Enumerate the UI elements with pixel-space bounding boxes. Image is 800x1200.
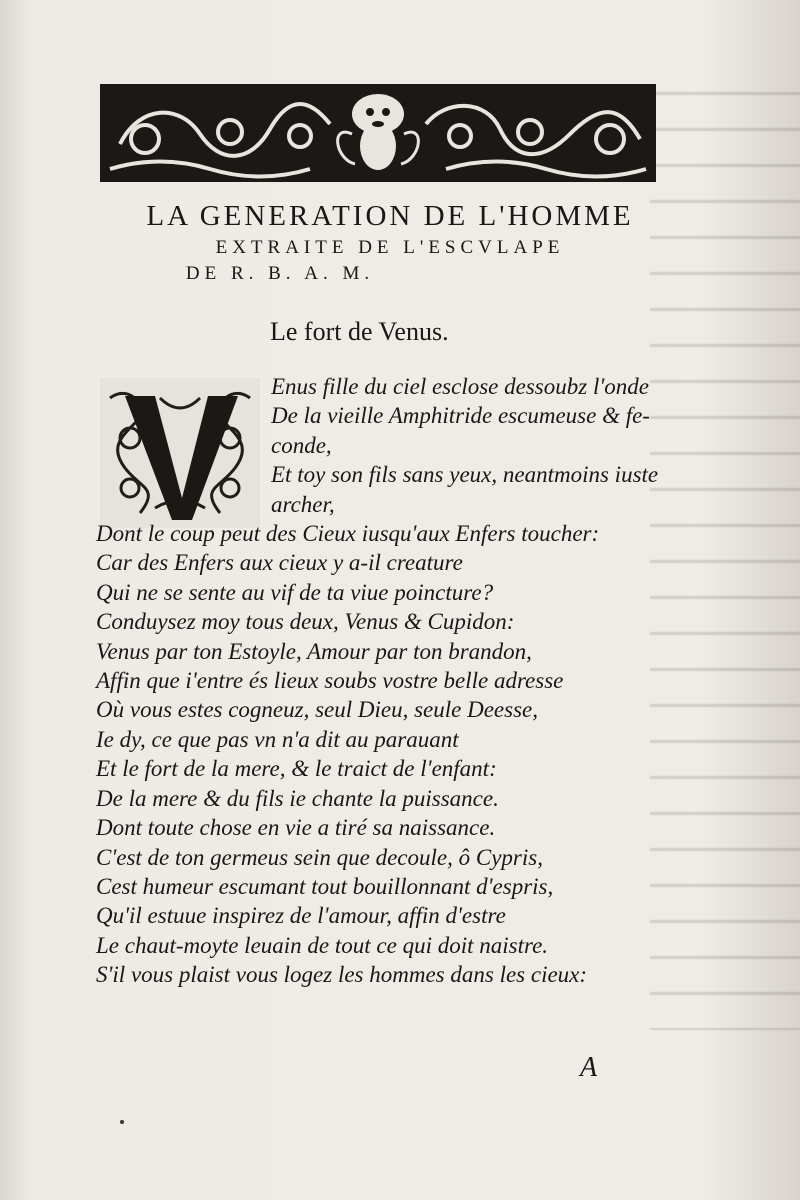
title-line-3: DE R. B. A. M.	[185, 263, 375, 284]
poem-text	[96, 372, 696, 990]
poem-line: Dont toute chose en vie a tiré sa naissance.	[96, 815, 496, 841]
poem-line: Car des Enfers aux cieux y a-il creature	[96, 550, 463, 576]
poem-line: Ie dy, ce que pas vn n'a dit au parauant	[96, 726, 459, 752]
poem-line: C'est de ton germeus sein que decoule, ô Cypris,	[96, 844, 543, 870]
poem-line: Venus par ton Estoyle, Amour par ton brandon,	[96, 638, 532, 664]
title-line-2: EXTRAITE DE L'ESCVLAPE	[215, 237, 565, 258]
ornamental-headpiece	[100, 84, 656, 182]
poem-line: Qui ne se sente au vif de ta viue poincture?	[96, 579, 494, 605]
poem-line: Affin que i'entre és lieux soubs vostre belle adresse	[96, 668, 564, 694]
poem-line: Et toy son fils sans yeux, neantmoins iuste	[271, 462, 659, 488]
poem-line: Enus fille du ciel esclose dessoubz l'onde	[271, 374, 649, 399]
title-line-1: LA GENERATION DE L'HOMME	[146, 200, 634, 232]
poem-line: Qu'il estuue inspirez de l'amour, affin d'estre	[96, 903, 506, 929]
poem-line: conde,	[271, 432, 332, 458]
section-title: Le fort de Venus.	[270, 317, 449, 346]
poem-line: Et le fort de la mere, & le traict de l'enfant:	[96, 756, 497, 782]
catchword: A	[580, 1052, 598, 1083]
poem-line: archer,	[271, 491, 335, 517]
title-block	[60, 198, 720, 286]
poem-line: Conduysez moy tous deux, Venus & Cupidon:	[96, 609, 515, 635]
poem-line: Dont le coup peut des Cieux iusqu'aux Enfers toucher:	[96, 521, 600, 547]
poem-line: De la vieille Amphitride escumeuse & fe-	[271, 403, 650, 429]
poem-line: Le chaut-moyte leuain de tout ce qui doit naistre.	[96, 932, 549, 958]
poem-line: S'il vous plaist vous logez les hommes dans les cieux:	[96, 962, 588, 988]
poem-line: Où vous estes cogneuz, seul Dieu, seule Deesse,	[96, 697, 538, 723]
poem-line: De la mere & du fils ie chante la puissance.	[96, 785, 499, 811]
ink-speck	[120, 1120, 124, 1124]
poem-line: Cest humeur escumant tout bouillonnant d'espris,	[96, 873, 554, 899]
